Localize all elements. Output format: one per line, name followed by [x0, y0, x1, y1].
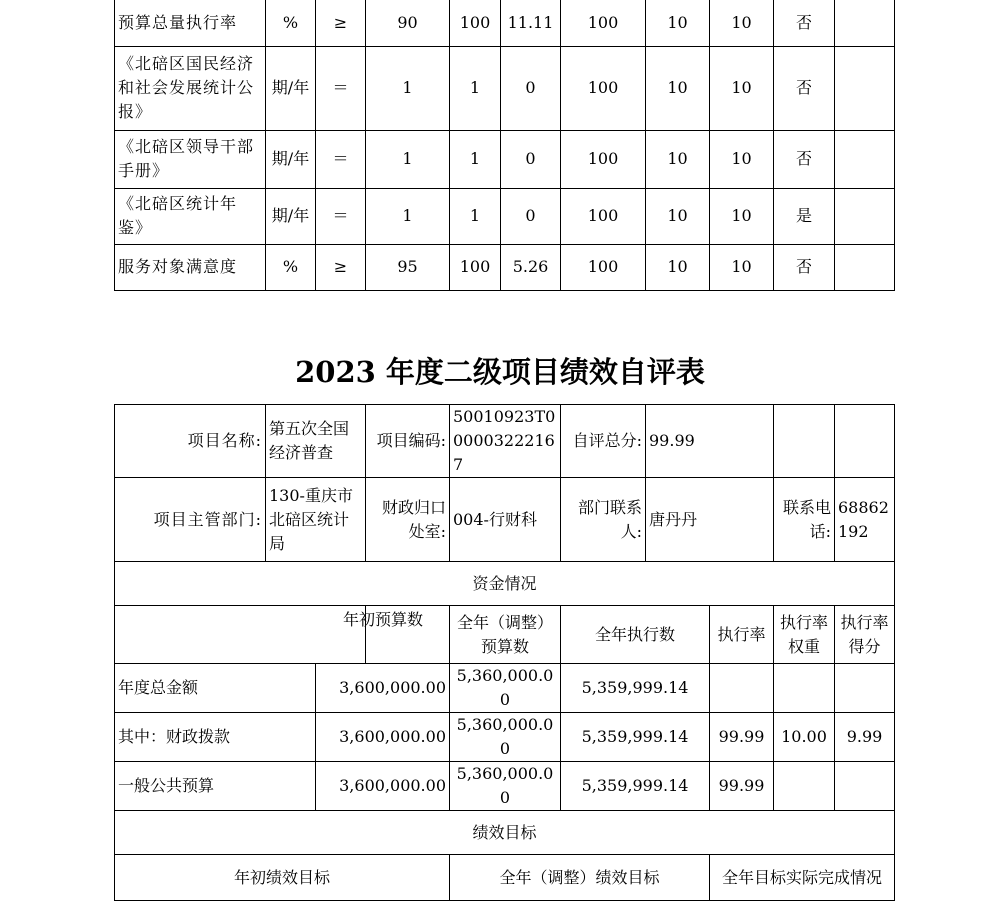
funds-initial: 3,600,000.00	[316, 713, 450, 762]
indicator-score: 10	[710, 46, 774, 130]
funds-rate: 99.99	[710, 713, 774, 762]
indicator-deviation: 0	[501, 130, 561, 188]
page-title: 2023 年度二级项目绩效自评表	[295, 355, 705, 389]
indicator-target: 1	[366, 46, 450, 130]
indicator-target: 90	[366, 0, 450, 46]
indicator-deviation: 0	[501, 46, 561, 130]
indicator-operator: ＝	[316, 46, 366, 130]
indicator-note	[835, 0, 895, 46]
indicator-note	[835, 46, 895, 130]
indicator-weight: 10	[646, 46, 710, 130]
funds-section-header: 资金情况	[115, 562, 895, 606]
indicator-weight: 10	[646, 244, 710, 290]
funds-header-rate: 执行率	[710, 606, 774, 664]
funds-header-executed: 全年执行数	[561, 606, 710, 664]
table-row	[115, 0, 895, 46]
table-row	[115, 244, 895, 290]
funds-row-label: 年度总金额	[115, 664, 316, 713]
funds-rate: 99.99	[710, 762, 774, 811]
indicator-unit: 期/年	[266, 46, 316, 130]
funds-header-weight: 执行率权重	[774, 606, 835, 664]
contact-label: 部门联系人:	[561, 478, 646, 562]
funds-adjusted: 5,360,000.00	[450, 713, 561, 762]
funds-executed: 5,359,999.14	[561, 762, 710, 811]
indicator-operator: ≥	[316, 244, 366, 290]
empty-cell	[835, 405, 895, 478]
indicator-deviation: 5.26	[501, 244, 561, 290]
indicator-note	[835, 188, 895, 244]
self-score-label: 自评总分:	[561, 405, 646, 478]
finance-label: 财政归口处室:	[366, 478, 450, 562]
table-row	[115, 188, 895, 244]
indicator-actual: 1	[450, 188, 501, 244]
indicator-name: 《北碚区统计年鉴》	[115, 188, 266, 244]
funds-row-label: 其中：财政拨款	[115, 713, 316, 762]
indicator-deviation: 0	[501, 188, 561, 244]
indicator-weight: 10	[646, 130, 710, 188]
funds-weight: 10.00	[774, 713, 835, 762]
table-row	[115, 46, 895, 130]
indicator-flag: 否	[774, 130, 835, 188]
project-name: 第五次全国经济普查	[266, 405, 366, 478]
funds-adjusted: 5,360,000.00	[450, 762, 561, 811]
dept-label: 项目主管部门:	[115, 478, 266, 562]
table-row	[115, 562, 895, 606]
funds-score: 9.99	[835, 713, 895, 762]
indicator-note	[835, 244, 895, 290]
funds-executed: 5,359,999.14	[561, 664, 710, 713]
indicator-score: 10	[710, 130, 774, 188]
indicator-score: 10	[710, 0, 774, 46]
funds-score	[835, 762, 895, 811]
indicator-flag: 是	[774, 188, 835, 244]
table-row	[115, 130, 895, 188]
indicator-score: 10	[710, 188, 774, 244]
table-row	[115, 762, 895, 811]
table-row	[115, 606, 895, 664]
perf-actual-header: 全年目标实际完成情况	[710, 855, 895, 901]
contact-person: 唐丹丹	[646, 478, 774, 562]
indicator-actual: 100	[450, 0, 501, 46]
funds-initial: 3,600,000.00	[316, 762, 450, 811]
indicator-target: 1	[366, 188, 450, 244]
indicator-unit: %	[266, 244, 316, 290]
indicator-deviation: 11.11	[501, 0, 561, 46]
evaluation-table	[114, 404, 895, 901]
indicator-target: 95	[366, 244, 450, 290]
project-code-label: 项目编码:	[366, 405, 450, 478]
indicator-actual: 100	[450, 244, 501, 290]
finance-office: 004-行财科	[450, 478, 561, 562]
perf-adjusted-header: 全年（调整）绩效目标	[450, 855, 710, 901]
indicator-note	[835, 130, 895, 188]
indicator-score: 10	[710, 244, 774, 290]
table-row	[115, 855, 895, 901]
indicator-operator: ＝	[316, 188, 366, 244]
perf-section-header: 绩效目标	[115, 811, 895, 855]
funds-executed: 5,359,999.14	[561, 713, 710, 762]
indicator-weight: 10	[646, 0, 710, 46]
table-row	[115, 478, 895, 562]
empty-cell	[774, 405, 835, 478]
indicator-actual: 1	[450, 46, 501, 130]
indicator-flag: 否	[774, 0, 835, 46]
indicator-score-rate: 100	[561, 0, 646, 46]
funds-initial: 3,600,000.00	[316, 664, 450, 713]
indicator-name: 《北碚区国民经济和社会发展统计公报》	[115, 46, 266, 130]
funds-header-score: 执行率得分	[835, 606, 895, 664]
indicator-unit: 期/年	[266, 188, 316, 244]
indicator-score-rate: 100	[561, 188, 646, 244]
funds-adjusted: 5,360,000.00	[450, 664, 561, 713]
indicator-actual: 1	[450, 130, 501, 188]
indicator-name: 服务对象满意度	[115, 244, 266, 290]
table-row	[115, 811, 895, 855]
table-row	[115, 664, 895, 713]
perf-initial-header: 年初绩效目标	[115, 855, 450, 901]
indicator-name: 《北碚区领导干部手册》	[115, 130, 266, 188]
table-row	[115, 405, 895, 478]
indicator-score-rate: 100	[561, 130, 646, 188]
indicator-table	[114, 0, 895, 291]
funds-header-initial: 年初预算数	[342, 610, 423, 629]
indicator-operator: ≥	[316, 0, 366, 46]
funds-rate	[710, 664, 774, 713]
table-row	[115, 713, 895, 762]
funds-header-adjusted: 全年（调整）预算数	[450, 606, 561, 664]
indicator-weight: 10	[646, 188, 710, 244]
funds-weight	[774, 762, 835, 811]
project-code: 50010923T000003222167	[450, 405, 561, 478]
indicator-flag: 否	[774, 46, 835, 130]
funds-row-label: 一般公共预算	[115, 762, 316, 811]
indicator-operator: ＝	[316, 130, 366, 188]
phone-number: 68862192	[835, 478, 895, 562]
dept: 130-重庆市北碚区统计局	[266, 478, 366, 562]
indicator-name: 预算总量执行率	[115, 0, 266, 46]
phone-label: 联系电话:	[774, 478, 835, 562]
indicator-target: 1	[366, 130, 450, 188]
indicator-unit: 期/年	[266, 130, 316, 188]
indicator-score-rate: 100	[561, 244, 646, 290]
indicator-score-rate: 100	[561, 46, 646, 130]
indicator-flag: 否	[774, 244, 835, 290]
project-name-label: 项目名称:	[115, 405, 266, 478]
funds-weight	[774, 664, 835, 713]
indicator-unit: %	[266, 0, 316, 46]
funds-score	[835, 664, 895, 713]
self-score: 99.99	[646, 405, 774, 478]
